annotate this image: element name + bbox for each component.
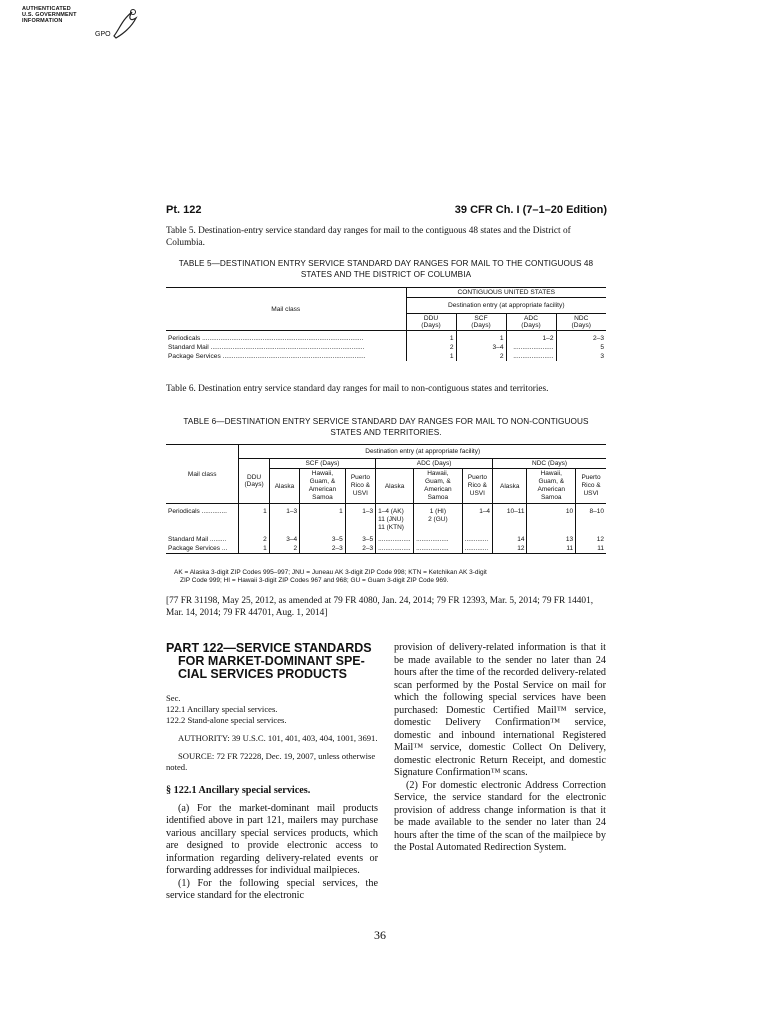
table6-sub-alaska: Alaska (376, 469, 414, 504)
authority: AUTHORITY: 39 U.S.C. 101, 401, 403, 404, 1001, 3691. (178, 733, 378, 743)
table5-col-ddu: DDU (Days) (406, 314, 456, 331)
table-row: Standard Mail ......... 2 3–4 3–5 3–5 .................. .................. ............. 14 13 12 (166, 533, 606, 544)
gpo-authentication-badge (22, 6, 142, 44)
table6-col-ddu: DDU (Days) (239, 459, 269, 504)
table5 (166, 287, 606, 361)
part-title: PART 122—SERVICE STANDARDS FOR MARKET-DOMINANT SPE- CIAL SERVICES PRODUCTS (166, 641, 372, 681)
table5-caption (166, 258, 606, 280)
section-heading: § 122.1 Ancillary special services. (166, 785, 311, 796)
table6-top-header: Destination entry (at appropriate facility) (239, 445, 606, 459)
table5-caption-line1: TABLE 5—DESTINATION ENTRY SERVICE STANDARD DAY RANGES FOR MAIL TO THE CONTIGUOUS 48 (178, 259, 594, 268)
table6-sub-hawaii: Hawaii, Guam, & American Samoa (300, 469, 346, 504)
table5-intro: Table 5. Destination-entry service standard day ranges for mail to the contiguous 48 states and the District of Columbia. (166, 226, 571, 248)
page-number: 36 (374, 928, 386, 942)
table6-caption (166, 416, 606, 438)
table6-intro: Table 6. Destination entry service standard day ranges for mail to non-contiguous states and territories. (166, 384, 549, 394)
table6-caption-line2: STATES AND TERRITORIES. (330, 428, 442, 437)
toc-item: 122.1 Ancillary special services. (166, 704, 278, 714)
badge-line-1: AUTHENTICATED (22, 6, 71, 12)
paragraph-a: (a) For the market-dominant mail products identified above in part 121, mailers may purchase various ancillary special services products, which are designed to provide electronic access to information regarding delivery-related events or forwarding addresses for individual mailpieces. (166, 802, 378, 876)
table6-group-ndc: NDC (Days) (493, 459, 606, 469)
table6-sub-hawaii: Hawaii, Guam, & American Samoa (527, 469, 576, 504)
table-row: Periodicals ........................................................................................ 1 1 1–2 2–3 (166, 331, 606, 344)
table6-sub-alaska: Alaska (269, 469, 299, 504)
table-row: Package Services .............................................................................. 1 2 ...................... 3 (168, 353, 604, 360)
table6-footnote: AK = Alaska 3-digit ZIP Codes 995–997; JNU = Juneau AK 3-digit ZIP Code 998; KTN = Ketchikan AK 3-digit ZIP Code 999; HI = Hawaii 3-digit ZIP Codes 967 and 968; GU = Guam 3-digit ZIP Code 969. (174, 569, 487, 584)
table6-caption-line1: TABLE 6—DESTINATION ENTRY SERVICE STANDARD DAY RANGES FOR MAIL TO NON-CONTIGUOUS (183, 417, 589, 426)
running-head-right: 39 CFR Ch. I (7–1–20 Edition) (454, 204, 607, 216)
amendment-citation: [77 FR 31198, May 25, 2012, as amended at 79 FR 4080, Jan. 24, 2014; 79 FR 12393, Mar. 5, 2014; 79 FR 14401, Mar. 14, 2014; 79 FR 44701, Aug. 1, 2014] (166, 596, 594, 618)
badge-line-3: INFORMATION (22, 18, 63, 24)
table6-sub-alaska: Alaska (493, 469, 527, 504)
table5-group-header: CONTIGUOUS UNITED STATES (406, 288, 606, 298)
table6-sub-pr: Puerto Rico & USVI (462, 469, 492, 504)
table5-col-scf: SCF (Days) (456, 314, 506, 331)
table-of-contents: Sec. 122.1 Ancillary special services. 122.2 Stand-alone special services. (166, 693, 378, 726)
table6 (166, 444, 606, 554)
paragraph-2: (2) For domestic electronic Address Correction Service, the service standard for the electronic provision of address change information is that it be made available to the sender no later than 24 hours after the time of the scan of the mailpiece by the Postal Automated Redirection System. (394, 779, 606, 853)
table-row: Package Services ... 1 2 2–3 2–3 .................. .................. ............. 12 11 11 (168, 545, 604, 552)
table5-col-ndc: NDC (Days) (556, 314, 606, 331)
table6-group-adc: ADC (Days) (376, 459, 493, 469)
left-column (166, 642, 378, 903)
table5-mail-class-header: Mail class (166, 288, 406, 331)
table5-col-adc: ADC (Days) (506, 314, 556, 331)
running-head-left: Pt. 122 (166, 204, 202, 216)
right-column (394, 642, 606, 855)
badge-line-2: U.S. GOVERNMENT (22, 12, 77, 18)
table6-sub-hawaii: Hawaii, Guam, & American Samoa (414, 469, 463, 504)
table6-mail-class-header: Mail class (166, 445, 239, 504)
paragraph-1: (1) For the following special services, the service standard for the electronic (166, 877, 378, 901)
table6-group-scf: SCF (Days) (269, 459, 375, 469)
table6-sub-pr: Puerto Rico & USVI (345, 469, 375, 504)
table-row: Periodicals .............. 1 1–3 1 1–3 1–4 (AK) 11 (JNU) 11 (KTN) 1 (HI) 2 (GU) 1–4 10–11 10 8–10 (166, 504, 606, 534)
paragraph-continued: provision of delivery-related information is that it be made available to the sender no later than 24 hours after the time of the recorded delivery-related scan performed by the Postal Service on mail for which the following special services have been purchased: Domestic Certified Mail™ service, domestic Delivery Confirmation™ service, domestic and inbound international Registered Mail™ service, domestic Collect On Delivery, domestic electronic Return Receipt, and domestic Signature Confirmation™ scans. (394, 642, 606, 778)
badge-gpo: GPO (95, 31, 111, 38)
source: SOURCE: 72 FR 72228, Dec. 19, 2007, unless otherwise noted. (166, 751, 376, 772)
table6-sub-pr: Puerto Rico & USVI (576, 469, 606, 504)
table-row: Standard Mail .................................................................................... 2 3–4 ...................... 5 (168, 344, 604, 351)
table5-sub-header: Destination entry (at appropriate facility) (406, 298, 606, 314)
eagle-icon (110, 6, 140, 40)
table5-caption-line2: STATES AND THE DISTRICT OF COLUMBIA (300, 270, 472, 279)
toc-item: 122.2 Stand-alone special services. (166, 715, 287, 725)
